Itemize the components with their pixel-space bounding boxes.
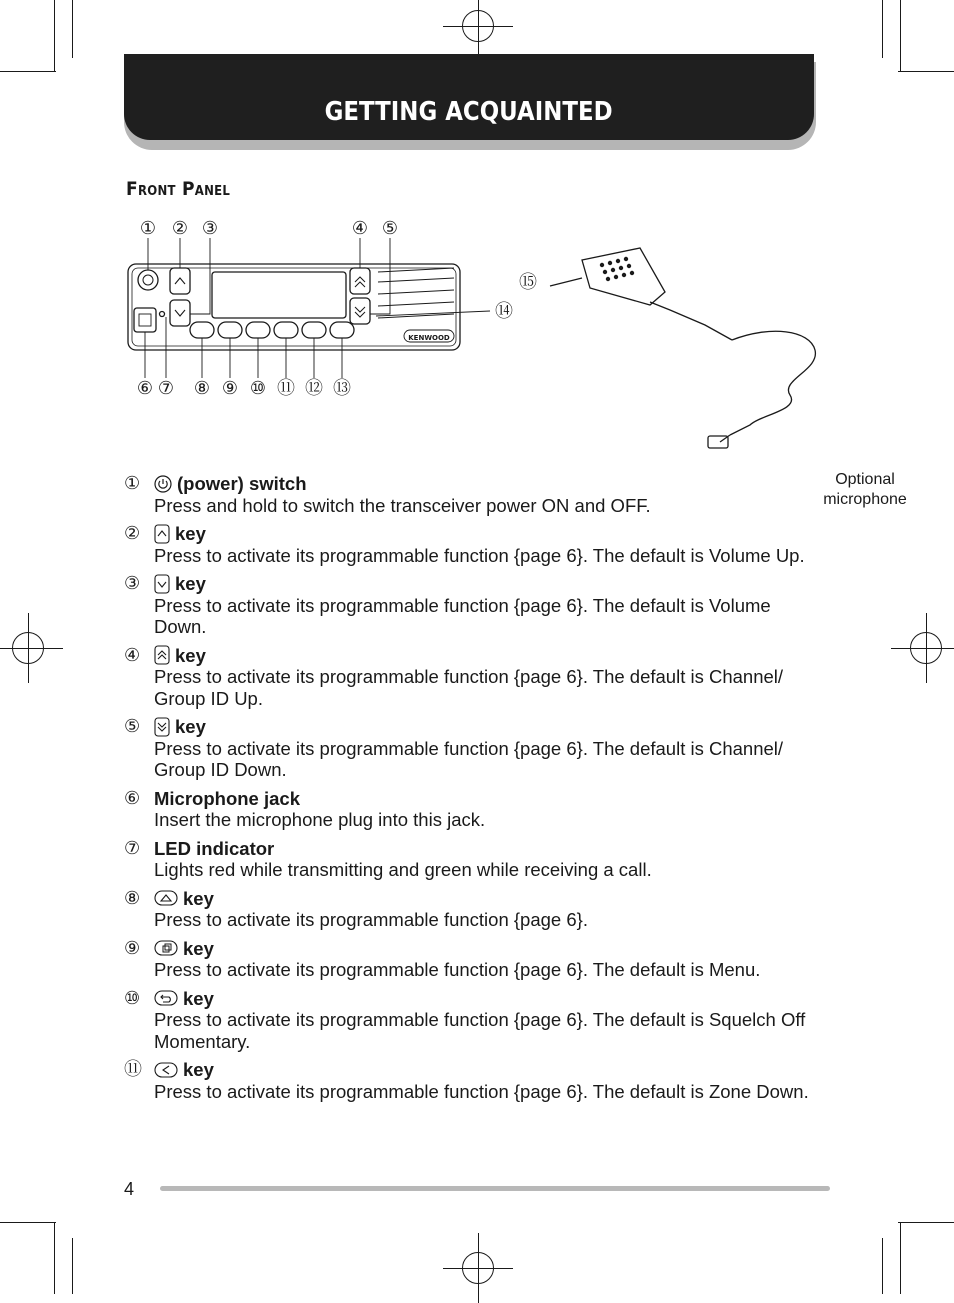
brand-logo: KENWOOD	[408, 334, 450, 342]
callout-4: ④	[351, 218, 369, 239]
return-key-icon	[154, 990, 178, 1006]
callout-8: ⑧	[193, 378, 211, 399]
header-banner	[124, 54, 814, 140]
list-item: ④ key Press to activate its programmable function {page 6}. The default is Channel/ Group ID Up.	[124, 644, 784, 709]
list-item: ③ key Press to activate its programmable function {page 6}. The default is Volume Down.	[124, 573, 771, 637]
section-title: Front Panel	[126, 178, 231, 200]
power-button	[138, 270, 158, 290]
list-item: ⑨ key Press to activate its programmable function {page 6}. The default is Menu.	[124, 937, 761, 980]
microphone-illustration	[550, 248, 815, 448]
list-item: ⑪ key Press to activate its programmable function {page 6}. The default is Zone Down.	[124, 1059, 809, 1102]
callout-6: ⑥	[136, 378, 154, 399]
list-item: ② key Press to activate its programmable function {page 6}. The default is Volume Up.	[124, 523, 805, 566]
volume-up-icon	[154, 524, 170, 544]
list-item: ① (power) switch Press and hold to switch the transceiver power ON and OFF.	[124, 473, 651, 516]
callout-12: ⑫	[305, 378, 323, 399]
callout-1: ①	[139, 218, 157, 239]
callout-10: ⑩	[249, 378, 267, 399]
page-title: GETTING ACQUAINTED	[325, 97, 613, 127]
callout-14: ⑭	[495, 301, 513, 322]
list-item: ⑦ LED indicator Lights red while transmitting and green while receiving a call.	[124, 837, 652, 880]
callout-5: ⑤	[381, 218, 399, 239]
channel-down-icon	[154, 717, 170, 737]
list-item: ⑧ key Press to activate its programmable function {page 6}.	[124, 887, 588, 930]
channel-up-icon	[154, 645, 170, 665]
volume-down-key	[170, 300, 190, 326]
page-number: 4	[124, 1179, 135, 1199]
list-item: ⑥ Microphone jack Insert the microphone plug into this jack.	[124, 787, 486, 830]
list-item: ⑤ key Press to activate its programmable function {page 6}. The default is Channel/ Group ID Down.	[124, 716, 784, 780]
channel-down-key	[350, 298, 370, 324]
volume-up-key	[170, 268, 190, 294]
callout-7: ⑦	[157, 378, 175, 399]
led-indicator	[160, 312, 165, 317]
menu-key-icon	[154, 940, 178, 956]
callout-9: ⑨	[221, 378, 239, 399]
microphone-label: Optional microphone	[823, 471, 907, 508]
left-key-icon	[154, 1062, 178, 1078]
display-window	[212, 272, 346, 318]
front-panel-diagram	[120, 210, 830, 470]
eject-key-icon	[154, 890, 178, 906]
callout-2: ②	[171, 218, 189, 239]
callout-3: ③	[201, 218, 219, 239]
callout-11: ⑪	[277, 378, 295, 399]
list-item: ⑩ key Press to activate its programmable function {page 6}. The default is Squelch Off Momentary.	[124, 987, 806, 1052]
callout-15: ⑮	[519, 272, 537, 293]
power-icon	[154, 475, 172, 493]
item-list	[124, 473, 824, 1109]
volume-down-icon	[154, 574, 170, 594]
footer-rule	[160, 1186, 830, 1191]
callout-13: ⑬	[333, 378, 351, 399]
microphone-jack	[134, 308, 156, 332]
channel-up-key	[350, 268, 370, 294]
